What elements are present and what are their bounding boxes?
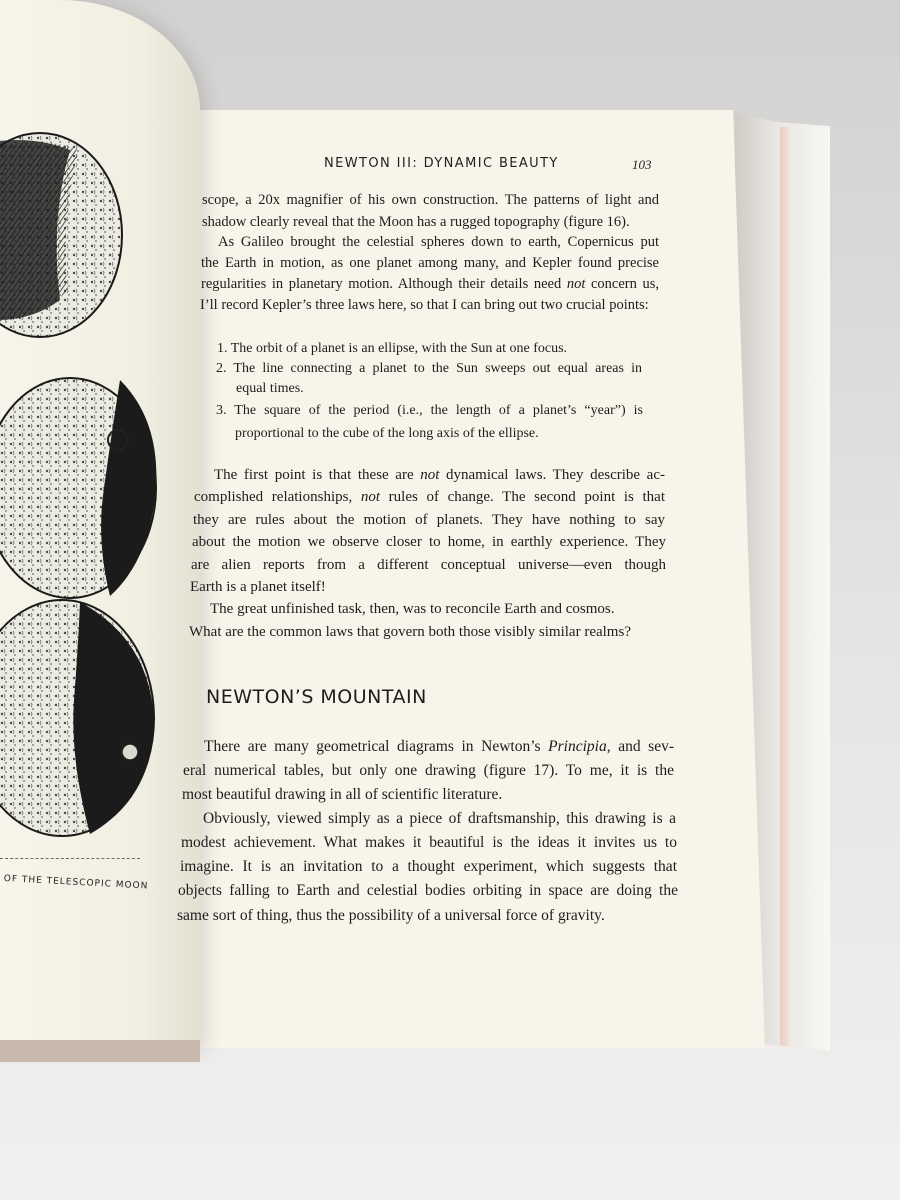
body-line: shadow clearly reveal that the Moon has a rugged topography (figure 16). xyxy=(202,214,630,230)
body-line: I’ll record Kepler’s three laws here, so that I can bring out two crucial points: xyxy=(200,297,649,313)
section-heading: NEWTON’S MOUNTAIN xyxy=(206,686,427,708)
left-page xyxy=(0,0,200,1050)
body-line: about the motion we observe closer to home, in earthly experience. They xyxy=(192,534,666,550)
body-line: What are the common laws that govern both those visibly similar realms? xyxy=(189,624,631,640)
moon-illustrations xyxy=(0,0,200,900)
page-number: 103 xyxy=(632,157,652,172)
law-item: 2. The line connecting a planet to the Sun sweeps out equal areas in xyxy=(216,361,642,376)
body-line: most beautiful drawing in all of scientific literature. xyxy=(182,786,503,803)
body-line: are alien reports from a different conceptual universe—even though xyxy=(191,557,666,573)
body-line: complished relationships, not rules of change. The second point is that xyxy=(194,489,666,505)
body-line: The first point is that these are not dynamical laws. They describe ac- xyxy=(214,467,665,483)
body-line: Obviously, viewed simply as a piece of draftsmanship, this drawing is a xyxy=(203,810,676,827)
body-line: regularities in planetary motion. Although their details need not concern us, xyxy=(201,276,659,292)
law-item: 1. The orbit of a planet is an ellipse, with the Sun at one focus. xyxy=(217,341,568,356)
moon-phase-1 xyxy=(0,133,122,337)
body-line: same sort of thing, thus the possibility of a universal force of gravity. xyxy=(177,907,605,924)
moon-phase-2 xyxy=(0,378,156,598)
body-line: The great unfinished task, then, was to reconcile Earth and cosmos. xyxy=(210,601,615,617)
body-line: scope, a 20x magnifier of his own construction. The patterns of light and xyxy=(202,192,659,208)
body-line: the Earth in motion, as one planet among many, and Kepler found precise xyxy=(201,255,659,271)
body-line: they are rules about the motion of planets. They have nothing to say xyxy=(193,512,665,528)
body-line: imagine. It is an invitation to a thought experiment, which suggests that xyxy=(180,858,677,875)
body-line: eral numerical tables, but only one drawing (figure 17). To me, it is the xyxy=(183,762,674,779)
left-cover-edge xyxy=(0,1040,200,1062)
body-line: modest achievement. What makes it beautiful is the ideas it invites us to xyxy=(181,834,677,851)
body-line: objects falling to Earth and celestial bodies orbiting in space are doing the xyxy=(178,882,678,899)
figure-caption: OF THE TELESCOPIC MOON xyxy=(3,874,149,892)
running-head: NEWTON III: DYNAMIC BEAUTY xyxy=(324,156,559,171)
body-line: There are many geometrical diagrams in Newton’s Principia, and sev- xyxy=(204,738,675,755)
body-line: As Galileo brought the celestial spheres down to earth, Copernicus put xyxy=(218,234,659,250)
law-item: 3. The square of the period (i.e., the length of a planet’s “year”) is xyxy=(216,403,643,418)
law-item: equal times. xyxy=(236,381,304,396)
caption-rule xyxy=(0,858,140,859)
body-line: Earth is a planet itself! xyxy=(190,579,326,595)
law-item: proportional to the cube of the long axis of the ellipse. xyxy=(235,426,539,441)
cover-edge xyxy=(780,127,790,1057)
moon-phase-3 xyxy=(0,600,154,836)
